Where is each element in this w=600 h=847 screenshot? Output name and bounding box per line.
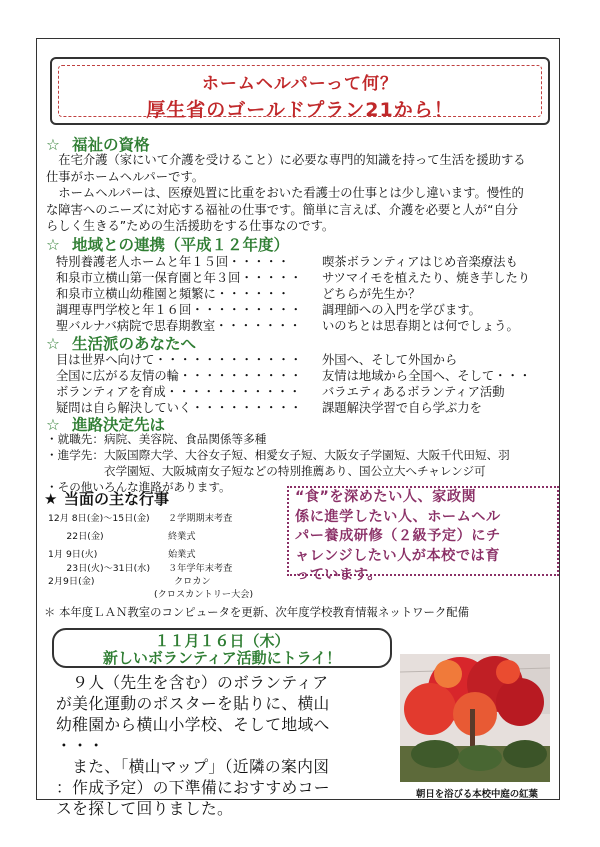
list-item-detail: 喫茶ボランティアはじめ音楽療法も [322, 255, 518, 269]
list-item-detail: 外国へ、そして外国から [322, 353, 458, 367]
schedule-event: ２学期期末考査 [168, 513, 233, 524]
text-line: ９人（先生を含む）のボランティア [56, 673, 329, 692]
text-line: ャレンジしたい人が本校では育 [295, 547, 500, 564]
schedule-date: 23日(火)～31日(水) [48, 563, 151, 574]
text-line: 仕事がホームヘルパーです。 [46, 169, 205, 184]
text-line: また、「横山マップ」（近隣の案内図 [56, 757, 330, 776]
text-line: ・進学先：大阪国際大学、大谷女子短、相愛女子短、大阪女子学園短、大阪千代田短、羽 [46, 448, 510, 462]
qualification-text [46, 152, 526, 235]
list-item: 特別養護老人ホームと年１５回・・・・・ [56, 255, 290, 269]
list-item-detail: 友情は地域から全国へ、そして・・・ [322, 369, 532, 383]
list-item-detail: いのちとは思春期とは何でしょう。 [322, 319, 519, 333]
schedule-event: 始業式 [168, 549, 196, 560]
list-item: 目は世界へ向けて・・・・・・・・・・・・ [56, 353, 302, 367]
section-heading-community: ☆ 地域との連携（平成１２年度） [46, 236, 290, 254]
star-icon: ☆ [46, 136, 60, 154]
autumn-leaves-image [400, 654, 550, 782]
list-item: 全国に広がる友情の輪・・・・・・・・・・ [56, 369, 302, 383]
text-line: 係に進学したい人、ホームヘル [295, 508, 501, 525]
event-date: １１月１６日（木） [154, 632, 290, 650]
text-line: な障害へのニーズに対応する福祉の仕事です。簡単に言えば、介護を必要と人が“自分 [46, 202, 519, 217]
list-item: 和泉市立横山幼稚園と頻繁に・・・・・・ [56, 287, 290, 301]
list-item-detail: サツマイモを植えたり、焼き芋したり [322, 271, 531, 285]
text-line: 在宅介護（家にいて介護を受けること）に必要な専門的知識を持って生活を援助する [46, 153, 526, 167]
list-item-detail: 課題解決学習で自ら学ぶ力を [322, 401, 482, 415]
list-item: 疑問は自ら解決していく・・・・・・・・・ [56, 401, 302, 415]
schedule-date: 12月 8日(金)～15日(金) [48, 513, 150, 524]
text-line: ・・・ [56, 736, 105, 755]
autumn-leaves-photo [400, 654, 550, 782]
schedule-event: 終業式 [168, 531, 196, 542]
schedule-event: (クロスカントリー大会) [154, 589, 254, 600]
section-heading-qualification: ☆ 福祉の資格 [46, 136, 150, 154]
event-report [56, 672, 330, 819]
title-line-2: 厚生省のゴールドプラン21から！ [146, 99, 454, 121]
photo-caption: 朝日を浴びる本校中庭の紅葉 [416, 789, 538, 800]
text-line: 衣学園短、大阪城南女子短などの特別推薦あり、国公立大へチャレンジ可 [46, 464, 486, 478]
schedule-event: クロカン [174, 576, 211, 587]
section-heading-career: ☆ 進路決定先は [46, 416, 166, 434]
text-line: らしく生きる”ための生活援助をする仕事なのです。 [46, 219, 335, 234]
text-line: ：作成予定）の下準備におすすめコー [56, 778, 330, 797]
text-line: ・その他いろんな進路があります。 [46, 480, 231, 494]
schedule-date: 1月 9日(火) [48, 549, 98, 560]
star-icon: ☆ [46, 236, 60, 254]
list-item: ボランティアを育成・・・・・・・・・・・ [56, 385, 301, 399]
lan-note: ＊ 本年度ＬＡＮ教室のコンピュータを更新、次年度学校教育情報ネットワーク配備 [44, 605, 470, 619]
black-star-icon: ★ [44, 490, 58, 508]
text-line: ・就職先：病院、美容院、食品関係等多種 [46, 432, 267, 446]
text-line: っています。 [295, 567, 382, 583]
text-line: が美化運動のポスターを貼りに、横山 [56, 694, 330, 713]
list-item-detail: どちらが先生か？ [322, 287, 421, 301]
text-line: スを探して回りました。 [56, 799, 234, 818]
list-item: 聖バルナバ病院で思春期教室・・・・・・・ [56, 319, 302, 333]
schedule-event: ３年学年末考査 [168, 563, 233, 574]
title-line-1: ホームヘルパーって何？ [201, 74, 399, 94]
title-banner [50, 57, 550, 125]
list-item-detail: バラエティあるボランティア活動 [322, 385, 505, 399]
list-item: 和泉市立横山第一保育園と年３回・・・・・ [56, 271, 302, 285]
list-item-detail: 調理師への入門を学びます。 [322, 303, 481, 317]
schedule-date: 2月9日(金) [48, 576, 95, 587]
highlight-text [295, 488, 501, 586]
schedule-heading: ★ 当面の主な行事 [44, 490, 170, 508]
list-item: 調理専門学校と年１６回・・・・・・・・・ [56, 303, 302, 317]
event-title: 新しいボランティア活動にトライ！ [102, 649, 342, 667]
star-icon: ☆ [46, 416, 60, 434]
section-heading-lifestyle: ☆ 生活派のあなたへ [46, 335, 197, 353]
text-line: 幼稚園から横山小学校、そして地域へ [56, 715, 330, 734]
text-line: パー養成研修（２級予定）にチ [295, 528, 501, 544]
schedule-date: 22日(金) [48, 531, 104, 542]
text-line: ホームヘルパーは、医療処置に比重をおいた看護士の仕事とは少し違います。慢性的 [46, 186, 524, 201]
star-icon: ☆ [46, 335, 60, 353]
text-line: “食”を深めたい人、家政関 [295, 489, 477, 505]
